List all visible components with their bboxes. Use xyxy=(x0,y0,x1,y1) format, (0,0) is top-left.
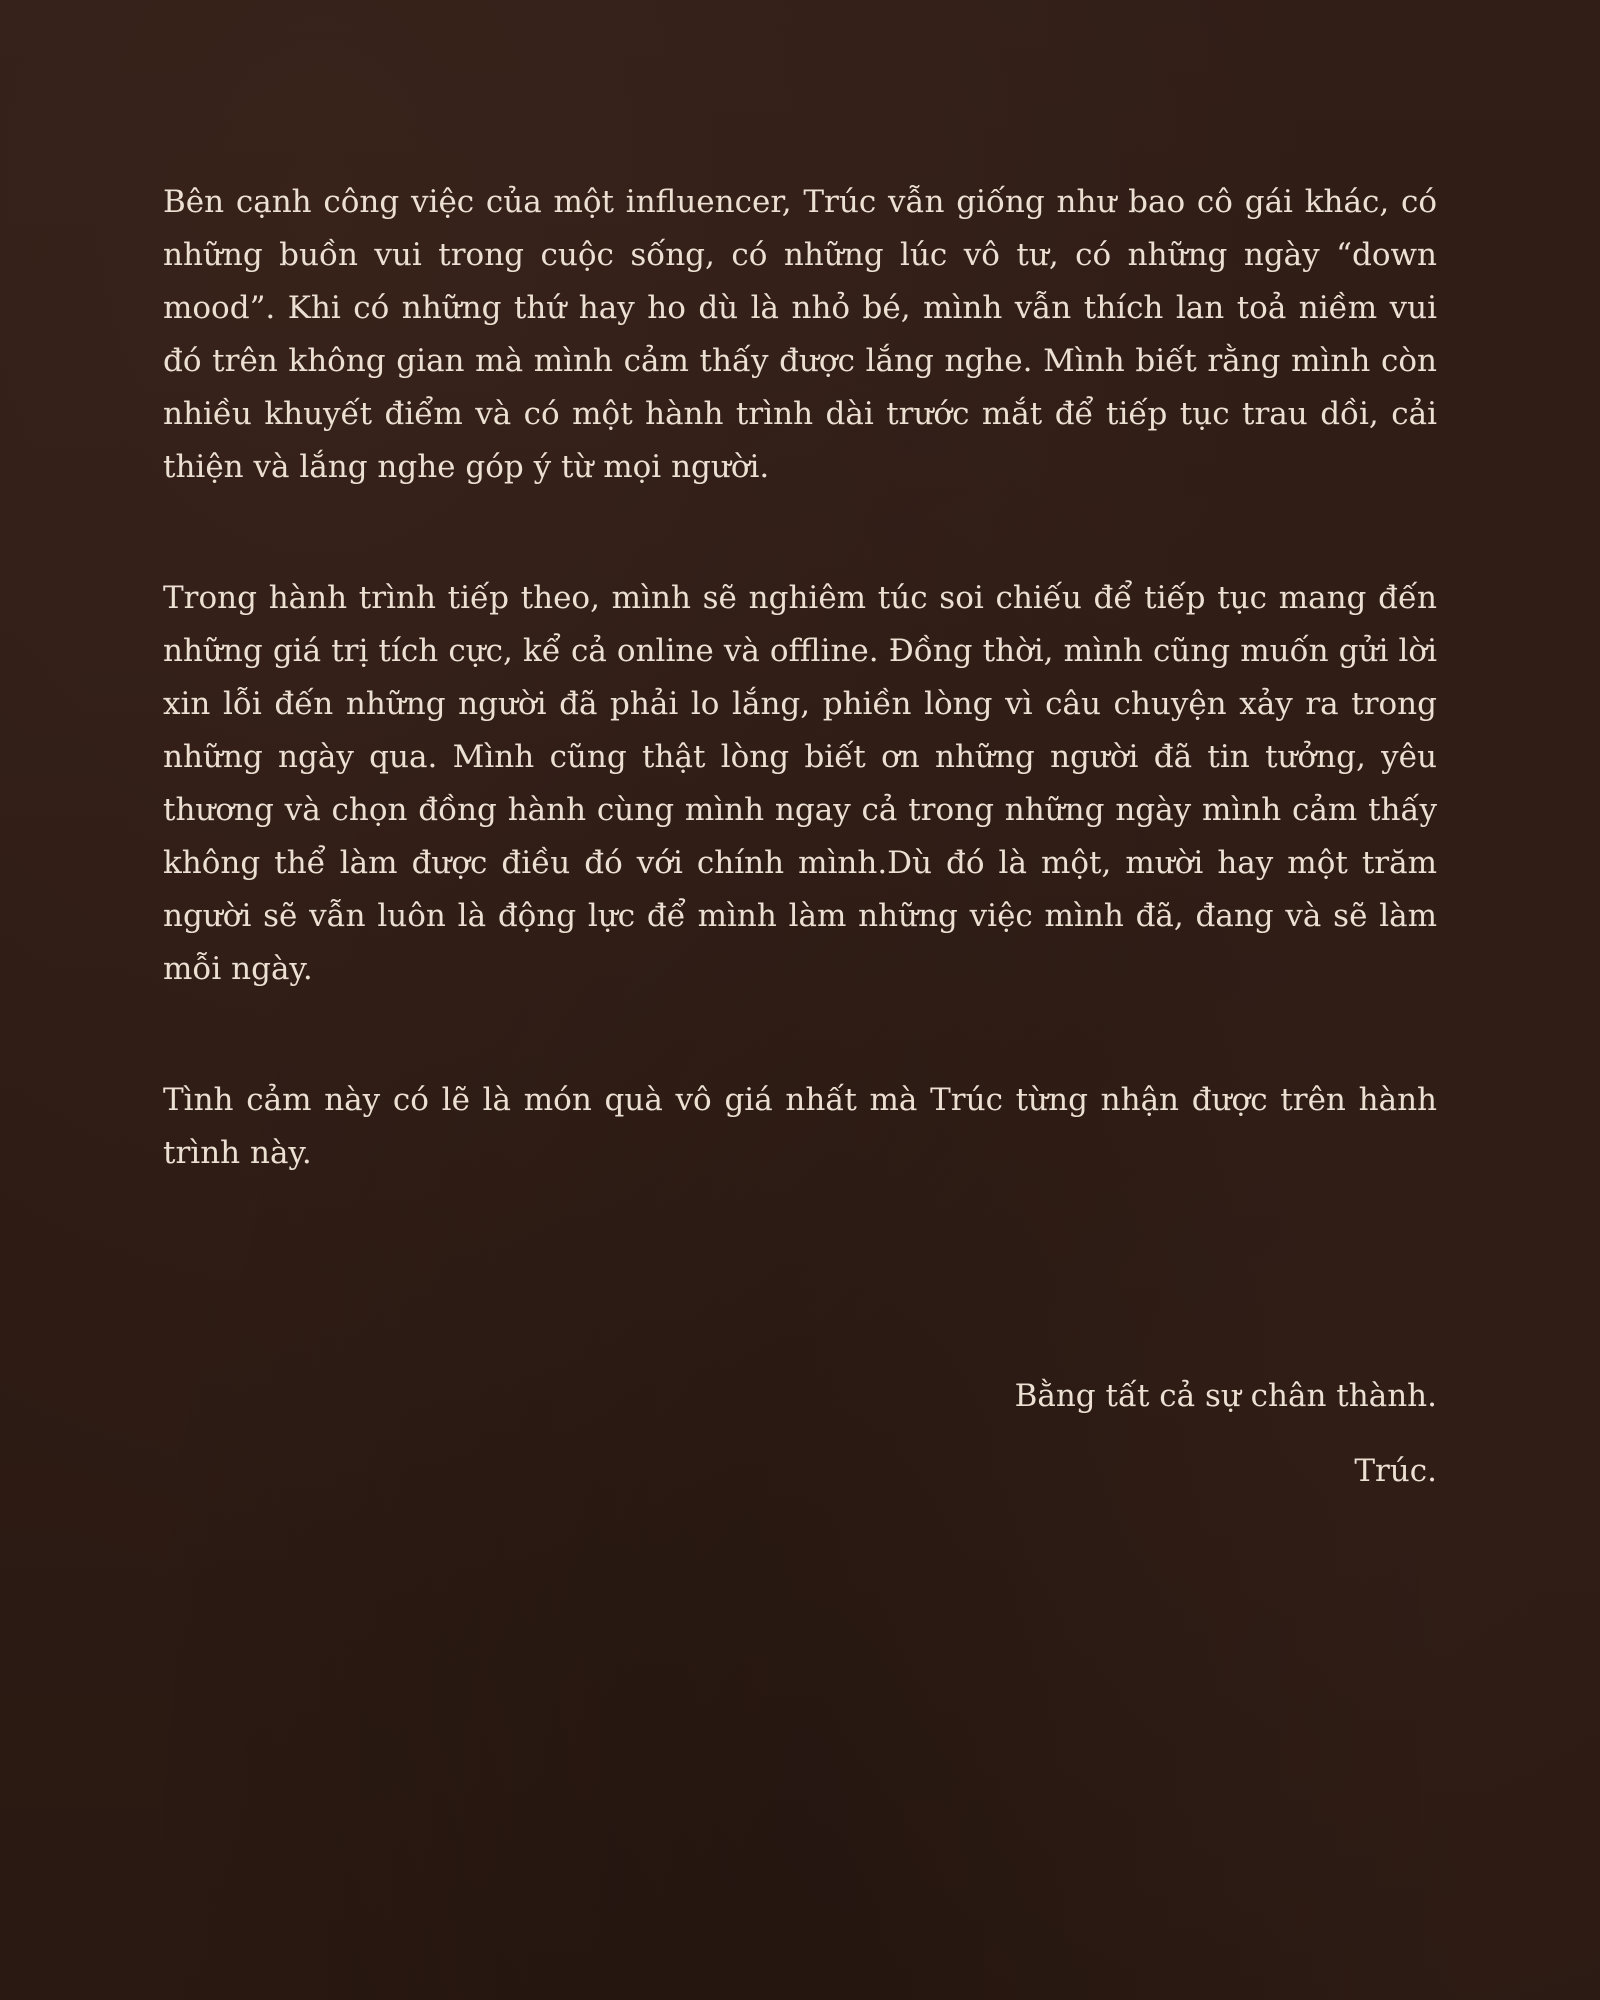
letter-body xyxy=(163,176,1437,1180)
letter-paragraph-2: Trong hành trình tiếp theo, mình sẽ nghiêm túc soi chiếu để tiếp tục mang đến những giá trị tích cực, kể cả online và offline. Đồng thời, mình cũng muốn gửi lời xin lỗi đến những người đã phải lo lắng, phiền lòng vì câu chuyện xảy ra trong những ngày qua. Mình cũng thật lòng biết ơn những người đã tin tưởng, yêu thương và chọn đồng hành cùng mình ngay cả trong những ngày mình cảm thấy không thể làm được điều đó với chính mình.Dù đó là một, mười hay một trăm người sẽ vẫn luôn là động lực để mình làm những việc mình đã, đang và sẽ làm mỗi ngày. xyxy=(163,580,1437,987)
letter-closing-block xyxy=(1015,1370,1437,1498)
closing-line: Bằng tất cả sự chân thành. xyxy=(1014,1378,1437,1414)
letter-paragraph-1: Bên cạnh công việc của một influencer, Trúc vẫn giống như bao cô gái khác, có những buồn vui trong cuộc sống, có những lúc vô tư, có những ngày “down mood”. Khi có những thứ hay ho dù là nhỏ bé, mình vẫn thích lan toả niềm vui đó trên không gian mà mình cảm thấy được lắng nghe. Mình biết rằng mình còn nhiều khuyết điểm và có một hành trình dài trước mắt để tiếp tục trau dồi, cải thiện và lắng nghe góp ý từ mọi người. xyxy=(163,184,1437,485)
letter-paragraph-3: Tình cảm này có lẽ là món quà vô giá nhất mà Trúc từng nhận được trên hành trình này. xyxy=(163,1082,1437,1171)
signature: Trúc. xyxy=(1354,1453,1437,1489)
